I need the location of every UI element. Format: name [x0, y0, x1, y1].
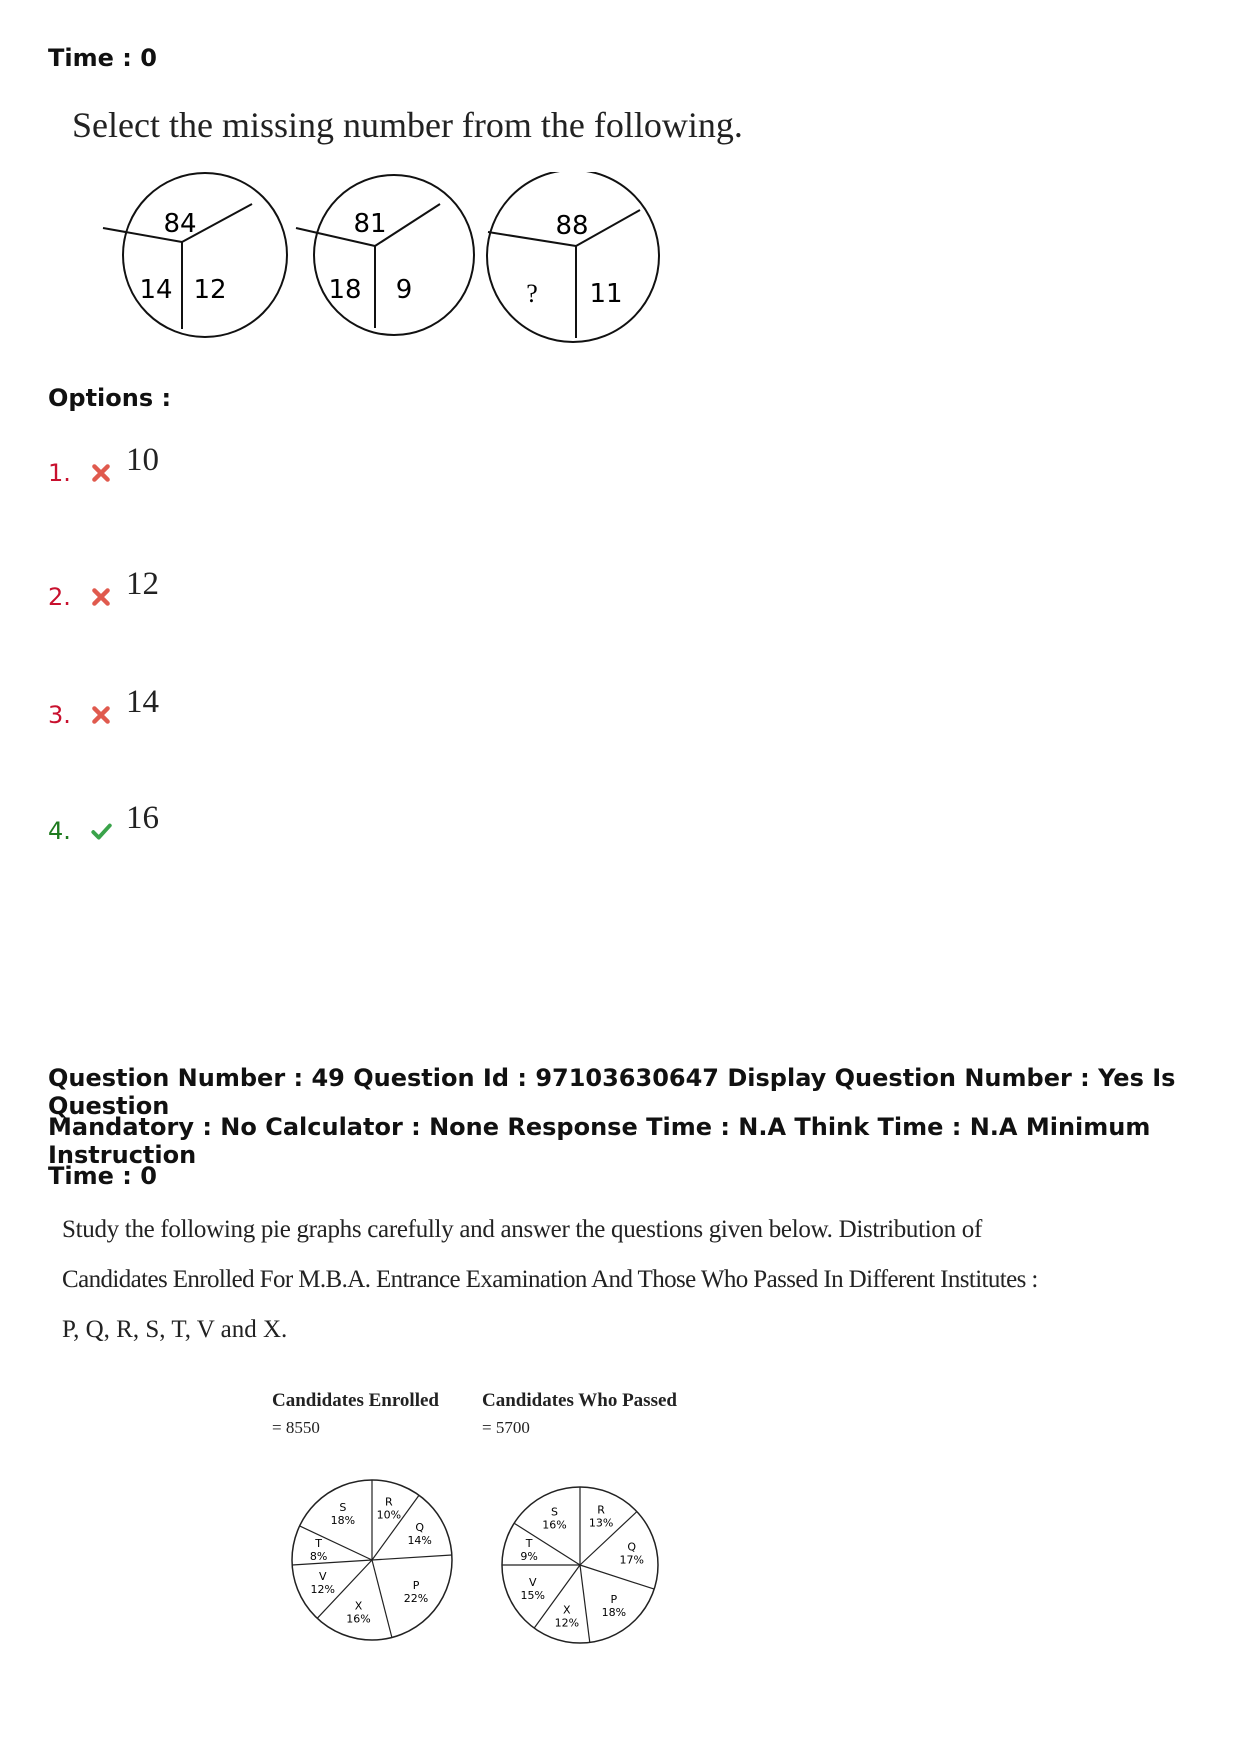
pie-slice-label: 18% — [330, 1514, 356, 1528]
option-value: 14 — [126, 684, 159, 720]
pie-slice-label: 13% — [588, 1516, 614, 1530]
question-text: Study the following pie graphs carefully and answer the questions given below. Distribution of — [62, 1216, 982, 1243]
options-heading: Options : — [48, 384, 172, 412]
check-icon — [90, 820, 112, 842]
puzzle-number: 11 — [589, 279, 623, 309]
question-meta-line: Question Number : 49 Question Id : 97103630647 Display Question Number : Yes Is Question — [48, 1064, 1176, 1120]
pie-slice-boundary — [580, 1565, 654, 1589]
puzzle-circle-1 — [103, 173, 287, 337]
option-number: 3. — [48, 700, 71, 729]
puzzle-number: 88 — [555, 211, 589, 241]
time-label: Time : 0 — [48, 1162, 157, 1190]
puzzle-missing-mark: ? — [526, 279, 538, 308]
cross-icon — [90, 462, 112, 484]
puzzle-number: 81 — [353, 209, 387, 239]
pie-slice-label: 17% — [619, 1553, 644, 1567]
chart-subtitle: = 5700 — [482, 1418, 530, 1437]
pie-slice-label: 12% — [554, 1616, 580, 1630]
question-text: Candidates Enrolled For M.B.A. Entrance Examination And Those Who Passed In Different Institutes : — [62, 1266, 1038, 1293]
pie-slice-boundary — [580, 1565, 590, 1642]
pie-slice-category: Q — [627, 1540, 637, 1554]
option-number: 2. — [48, 582, 71, 611]
pie-slice-label: 9% — [520, 1550, 538, 1564]
puzzle-number: 84 — [163, 209, 197, 239]
question-text: P, Q, R, S, T, V and X. — [62, 1316, 288, 1343]
pie-chart-passed — [482, 1390, 682, 1690]
chart-subtitle: = 8550 — [272, 1418, 320, 1437]
cross-icon — [90, 704, 112, 726]
circles-puzzle-figure — [100, 172, 880, 362]
question-meta-line: Mandatory : No Calculator : None Response Time : N.A Think Time : N.A Minimum Instruction — [48, 1113, 1151, 1169]
pie-slice-label: 22% — [403, 1591, 429, 1605]
chart-title: Candidates Who Passed — [482, 1390, 677, 1411]
pie-slice-category: V — [319, 1570, 327, 1584]
option-number: 1. — [48, 458, 71, 487]
pie-slice-category: Q — [415, 1520, 425, 1534]
pie-slice-label: 14% — [407, 1533, 432, 1547]
pie-slice-boundary — [372, 1495, 419, 1560]
pie-svg — [482, 1460, 682, 1680]
cross-icon — [90, 586, 112, 608]
pie-slice-category: V — [528, 1576, 537, 1590]
puzzle-number: 12 — [193, 275, 227, 305]
pie-slice-boundary — [292, 1560, 372, 1565]
pie-slice-label: 18% — [601, 1605, 627, 1619]
pie-slice-label: 16% — [346, 1612, 371, 1626]
pie-slice-category: P — [412, 1578, 420, 1592]
pie-svg — [272, 1460, 472, 1680]
puzzle-number: 9 — [395, 275, 413, 305]
pie-slice-boundary — [372, 1555, 452, 1560]
question-text: Select the missing number from the following. — [72, 105, 743, 145]
option-value: 12 — [126, 566, 159, 602]
pie-slice-label: 8% — [309, 1549, 328, 1563]
option-2[interactable] — [48, 566, 159, 615]
pie-slice-category: S — [550, 1505, 558, 1519]
pie-slice-label: 15% — [520, 1589, 545, 1603]
pie-chart-enrolled — [272, 1390, 472, 1690]
pie-slice-label: 16% — [542, 1518, 567, 1532]
pie-slice-category: X — [563, 1603, 571, 1617]
pie-slice-category: R — [384, 1495, 393, 1509]
pie-slice-category: P — [610, 1592, 618, 1606]
pie-slice-category: T — [315, 1536, 322, 1550]
time-label: Time : 0 — [48, 44, 157, 72]
pie-slice-label: 10% — [376, 1508, 402, 1522]
pie-slice-category: S — [339, 1501, 347, 1515]
puzzle-number: 18 — [328, 275, 362, 305]
pie-slice-category: T — [525, 1537, 533, 1551]
option-value: 10 — [126, 442, 159, 478]
pie-slice-category: R — [597, 1503, 605, 1517]
option-value: 16 — [126, 800, 159, 836]
option-number: 4. — [48, 816, 71, 845]
option-1[interactable] — [48, 442, 159, 491]
option-3[interactable] — [48, 684, 159, 733]
option-4[interactable] — [48, 800, 159, 849]
pie-slice-boundary — [372, 1560, 392, 1637]
pie-slice-label: 12% — [310, 1583, 336, 1597]
chart-title: Candidates Enrolled — [272, 1390, 439, 1411]
puzzle-number: 14 — [139, 275, 173, 305]
puzzle-circle-3 — [487, 172, 659, 342]
puzzle-circle-2 — [296, 175, 474, 335]
pie-slice-category: X — [354, 1599, 363, 1613]
